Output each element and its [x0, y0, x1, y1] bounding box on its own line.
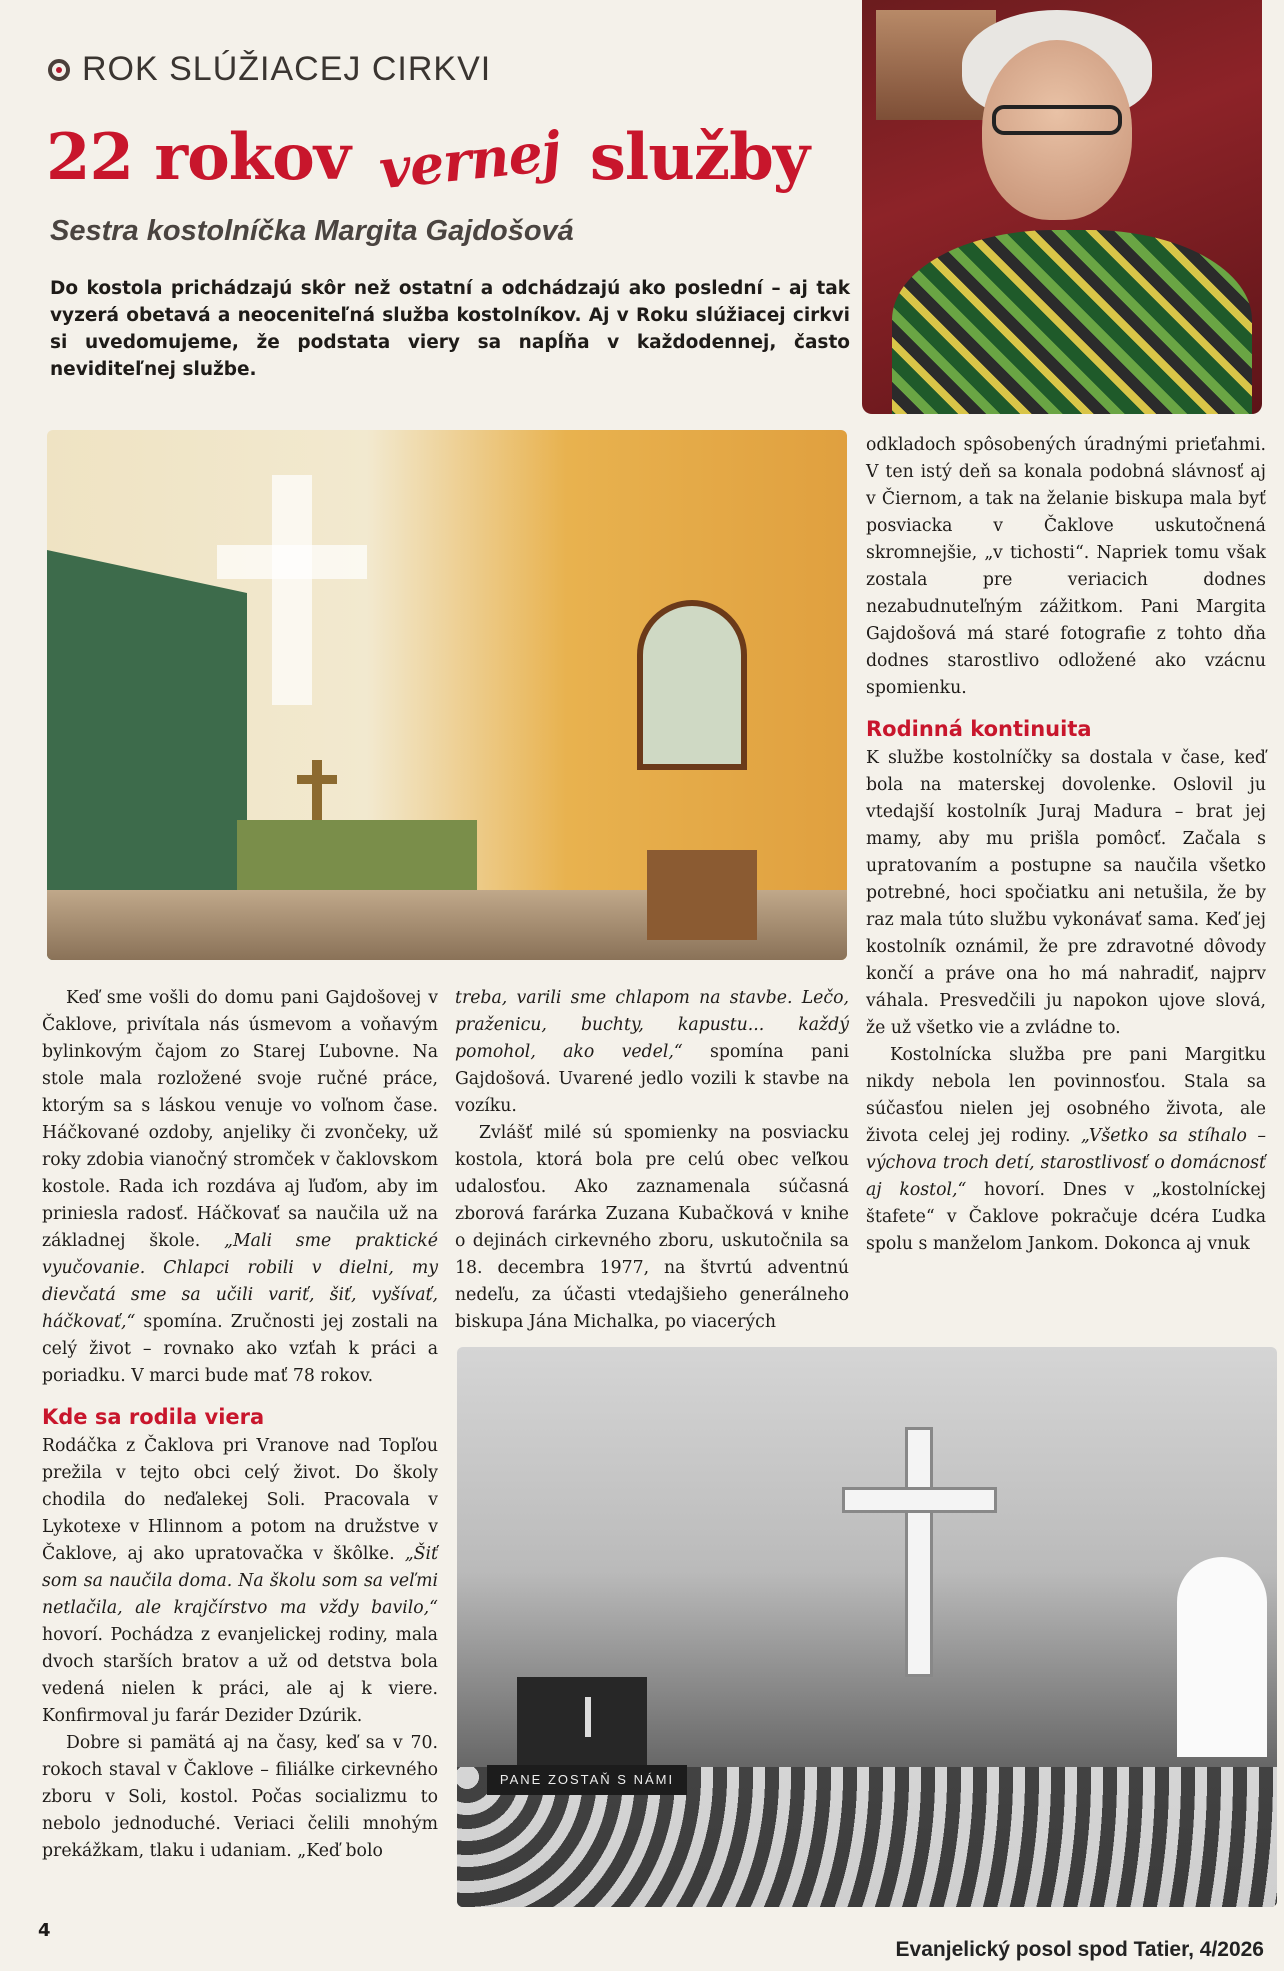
historic-consecration-photo — [457, 1347, 1277, 1907]
text: spomína pani Gajdošová. Uvarené jedlo vozili k stavbe na vozíku. — [455, 1042, 849, 1116]
text: hovorí. Dnes v „kostolníckej štafete“ v Čaklove pokračuje dcéra Ľudka spolu s manželom Jankom. Dokonca aj vnuk — [866, 1180, 1266, 1254]
photo-cross — [905, 1427, 933, 1677]
masthead: Evanjelický posol spod Tatier, 4/2026 — [895, 1938, 1264, 1961]
headline-pre: 22 rokov — [46, 120, 350, 195]
paragraph — [42, 985, 438, 1390]
headline-script: vernej — [376, 118, 564, 202]
paragraph: Zvlášť milé sú spomienky na posviacku kostola, ktorá bola pre celú obec veľkou udalosťou. Ako zaznamenala súčasná zborová farárka Zuzana Kubačková v knihe o dejinách cirkevného zboru, uskutočnila sa 18. decembra 1977, na štvrtú adventnú nedeľu, za účasti vtedajšieho generálneho biskupa Jána Michalka, po viacerých — [455, 1123, 849, 1332]
photo-pulpit-cross — [585, 1697, 591, 1737]
photo-altar-cross-bar — [297, 775, 337, 784]
text: Keď sme vošli do domu pani Gajdošovej v Čaklove, privítala nás úsmevom a voňavým bylinkovým čajom zo Starej Ľubovne. Na stole mala rozložené svoje ručné práce, ktorým sa s láskou venuje vo voľnom čase. Háčkované ozdoby, anjeliky či zvončeky, už roky zdobia vianočný stromček v čaklovskom kostole. Rada ich rozdáva aj ľuďom, aby im priniesla radosť. Háčkovať sa naučila už na základnej škole. — [42, 988, 438, 1251]
headline — [46, 118, 810, 202]
target-icon — [48, 59, 70, 81]
paragraph — [42, 1433, 438, 1730]
text: spomína. Zručnosti jej zostali na celý život – rovnako ako vzťah k práci a poriadku. V marci bude mať 78 rokov. — [42, 1312, 438, 1386]
paragraph: odkladoch spôsobených úradnými prieťahmi. V ten istý deň sa konala podobná slávnosť aj v Čiernom, a tak na želanie biskupa mala byť posviacka v Čaklove uskutočnená skromnejšie, „v tichosti“. Napriek tomu však zostala pre veriacich dodnes nezabudnuteľným zážitkom. Pani Margita Gajdošová má staré fotografie z tohto dňa dodnes starostlivo odložené ako vzácnu spomienku. — [866, 435, 1266, 698]
photo-arch-window — [1177, 1557, 1267, 1757]
text: Rodáčka z Čaklova pri Vranove nad Topľou prežila v tejto obci celý život. Do školy chodila do neďalekej Soli. Pracovala v Lykotexe v Hlinnom a potom na družstve v Čaklove, aj ako upratovačka v škôlke. — [42, 1436, 438, 1564]
subheading-rodinna-kontinuita: Rodinná kontinuita — [866, 717, 1092, 741]
paragraph: K službe kostolníčky sa dostala v čase, keď bola na materskej dovolenke. Oslovil ju vtedajší kostolník Juraj Madura – brat jej mamy, aby mu prišla pomôcť. Začala s upratovaním a postupne sa naučila všetko potrebné, hoci spočiatku ani netušila, že by raz mala túto službu vykonávať sama. Keď jej kostolník oznámil, že pre zdravotné dôvody končí a práve ona ho má nahradiť, najprv váhala. Presvedčili ju napokon ujove slová, že už všetko vie a zvládne to. — [866, 748, 1266, 1038]
photo-cross-bar — [842, 1487, 997, 1513]
portrait-photo — [862, 0, 1262, 414]
article-column-1 — [42, 985, 438, 1865]
subtitle: Sestra kostolníčka Margita Gajdošová — [50, 215, 574, 247]
page-number: 4 — [38, 1920, 51, 1941]
text: Kostolnícka služba pre pani Margitku nikdy nebola len povinnosťou. Stala sa súčasťou nielen jej osobného života, ale života celej jej rodiny. — [866, 1045, 1266, 1146]
quote: treba, varili sme chlapom na stavbe. Lečo, praženicu, buchty, kapustu... každý pomohol, ako vedel,“ — [455, 988, 849, 1062]
church-interior-photo — [47, 430, 847, 960]
quote: „Mali sme praktické vyučovanie. Chlapci robili v dielni, my dievčatá sme sa učili variť, šiť, vyšívať, háčkovať,“ — [42, 1231, 439, 1332]
article-column-2 — [455, 985, 849, 1336]
subheading-kde-sa-rodila-viera: Kde sa rodila viera — [42, 1405, 265, 1429]
photo-light-cross-bar — [217, 545, 367, 579]
photo-blouse — [892, 230, 1252, 414]
text: hovorí. Pochádza z evanjelickej rodiny, mala dvoch starších bratov a už od detstva bola vedená nielen k práci, ale aj k viere. Konfirmoval ju farár Dezider Dzúrik. — [42, 1625, 438, 1726]
paragraph — [455, 985, 849, 1120]
quote: „Šiť som sa naučila doma. Na školu som sa veľmi netlačila, ale krajčírstvo ma vždy bavilo,“ — [42, 1544, 438, 1618]
quote: „Keď bolo — [297, 1841, 383, 1861]
article-column-3 — [866, 432, 1266, 1258]
section-tag — [48, 50, 491, 89]
paragraph — [866, 1042, 1266, 1258]
paragraph — [42, 1730, 438, 1865]
photo-banner: PANE ZOSTAŇ S NÁMI — [487, 1765, 687, 1795]
photo-pew — [647, 850, 757, 940]
photo-glasses — [992, 105, 1122, 135]
photo-light-cross — [272, 475, 312, 705]
lead-paragraph: Do kostola prichádzajú skôr než ostatní a odchádzajú ako poslední – aj tak vyzerá obetavá a neoceniteľná služba kostolníkov. Aj v Roku slúžiacej cirkvi si uvedomujeme, že podstata viery sa napĺňa v každodennej, často neviditeľnej službe. — [50, 278, 850, 380]
photo-arched-window — [637, 600, 747, 770]
section-tag-label: ROK SLÚŽIACEJ CIRKVI — [82, 50, 492, 88]
quote: „Všetko sa stíhalo – výchova troch detí, starostlivosť o domácnosť aj kostol,“ — [866, 1126, 1266, 1200]
text: Dobre si pamätá aj na časy, keď sa v 70. rokoch staval v Čaklove – filiálke cirkevného zboru v Soli, kostol. Počas socializmu to nebolo jednoduché. Veriaci čelili mnohým prekážkam, tlaku i udaniam. — [42, 1733, 438, 1861]
photo-altar-cross — [312, 760, 322, 820]
headline-post: služby — [589, 120, 810, 195]
